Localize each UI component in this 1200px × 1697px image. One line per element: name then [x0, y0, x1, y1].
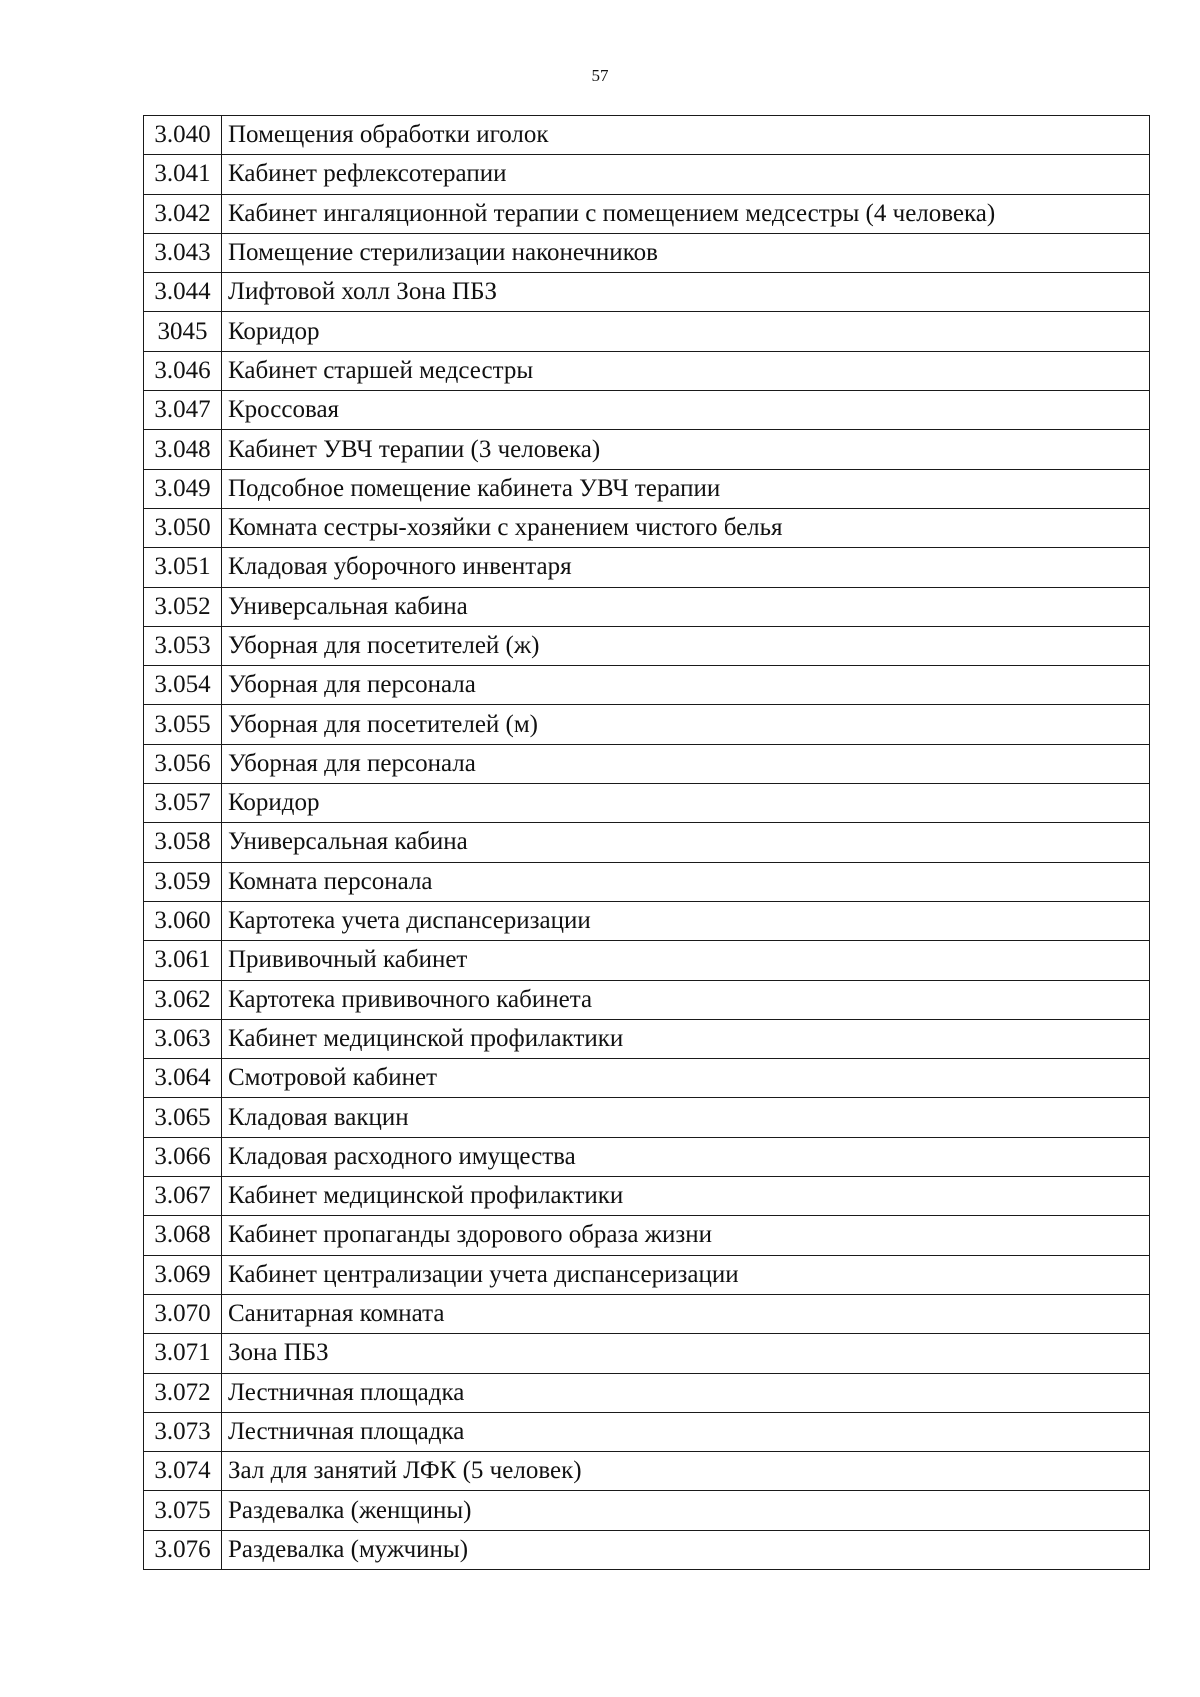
- room-name-cell: Зал для занятий ЛФК (5 человек): [222, 1452, 1150, 1491]
- room-code-cell: 3.043: [144, 233, 222, 272]
- table-row: [144, 1177, 1150, 1216]
- room-code-cell: 3.041: [144, 155, 222, 194]
- table-row: [144, 1530, 1150, 1569]
- room-code-cell: 3.074: [144, 1452, 222, 1491]
- table-row: [144, 351, 1150, 390]
- table-row: [144, 862, 1150, 901]
- room-code-cell: 3.049: [144, 469, 222, 508]
- room-code-cell: 3.072: [144, 1373, 222, 1412]
- room-code-cell: 3.075: [144, 1491, 222, 1530]
- room-code-cell: 3.067: [144, 1177, 222, 1216]
- room-name-cell: Уборная для посетителей (м): [222, 705, 1150, 744]
- table-row: [144, 548, 1150, 587]
- table-row: [144, 391, 1150, 430]
- room-name-cell: Универсальная кабина: [222, 587, 1150, 626]
- room-code-cell: 3.044: [144, 273, 222, 312]
- room-name-cell: Помещение стерилизации наконечников: [222, 233, 1150, 272]
- room-name-cell: Уборная для посетителей (ж): [222, 626, 1150, 665]
- room-name-cell: Универсальная кабина: [222, 823, 1150, 862]
- table-row: [144, 1216, 1150, 1255]
- room-name-cell: Кабинет ингаляционной терапии с помещением медсестры (4 человека): [222, 194, 1150, 233]
- room-name-cell: Уборная для персонала: [222, 744, 1150, 783]
- room-name-cell: Кабинет медицинской профилактики: [222, 1177, 1150, 1216]
- room-code-cell: 3.051: [144, 548, 222, 587]
- table-row: [144, 823, 1150, 862]
- table-row: [144, 744, 1150, 783]
- room-code-cell: 3.066: [144, 1137, 222, 1176]
- table-row: [144, 430, 1150, 469]
- room-name-cell: Лестничная площадка: [222, 1373, 1150, 1412]
- room-code-cell: 3.055: [144, 705, 222, 744]
- table-row: [144, 1452, 1150, 1491]
- table-row: [144, 469, 1150, 508]
- room-code-cell: 3.068: [144, 1216, 222, 1255]
- table-row: [144, 705, 1150, 744]
- table-row: [144, 155, 1150, 194]
- room-name-cell: Кладовая вакцин: [222, 1098, 1150, 1137]
- room-name-cell: Кабинет старшей медсестры: [222, 351, 1150, 390]
- room-name-cell: Кабинет медицинской профилактики: [222, 1019, 1150, 1058]
- room-name-cell: Санитарная комната: [222, 1294, 1150, 1333]
- table-row: [144, 1098, 1150, 1137]
- room-code-cell: 3.040: [144, 116, 222, 155]
- room-name-cell: Комната персонала: [222, 862, 1150, 901]
- room-name-cell: Кроссовая: [222, 391, 1150, 430]
- table-row: [144, 1059, 1150, 1098]
- table-row: [144, 233, 1150, 272]
- room-code-cell: 3.046: [144, 351, 222, 390]
- room-name-cell: Комната сестры-хозяйки с хранением чистого белья: [222, 508, 1150, 547]
- table-row: [144, 626, 1150, 665]
- room-code-cell: 3.047: [144, 391, 222, 430]
- table-row: [144, 901, 1150, 940]
- table-row: [144, 273, 1150, 312]
- room-code-cell: 3.062: [144, 980, 222, 1019]
- room-code-cell: 3.057: [144, 784, 222, 823]
- page-number: 57: [591, 66, 609, 85]
- table-row: [144, 312, 1150, 351]
- room-code-cell: 3045: [144, 312, 222, 351]
- room-code-cell: 3.061: [144, 941, 222, 980]
- room-code-cell: 3.059: [144, 862, 222, 901]
- table-row: [144, 508, 1150, 547]
- room-code-cell: 3.069: [144, 1255, 222, 1294]
- room-name-cell: Кабинет рефлексотерапии: [222, 155, 1150, 194]
- room-code-cell: 3.070: [144, 1294, 222, 1333]
- room-name-cell: Подсобное помещение кабинета УВЧ терапии: [222, 469, 1150, 508]
- room-name-cell: Лестничная площадка: [222, 1412, 1150, 1451]
- room-name-cell: Уборная для персонала: [222, 666, 1150, 705]
- room-name-cell: Коридор: [222, 312, 1150, 351]
- table-row: [144, 980, 1150, 1019]
- table-row: [144, 1294, 1150, 1333]
- table-row: [144, 1373, 1150, 1412]
- table-row: [144, 1334, 1150, 1373]
- room-code-cell: 3.050: [144, 508, 222, 547]
- room-code-cell: 3.064: [144, 1059, 222, 1098]
- room-name-cell: Лифтовой холл Зона ПБЗ: [222, 273, 1150, 312]
- room-name-cell: Кладовая уборочного инвентаря: [222, 548, 1150, 587]
- room-code-cell: 3.065: [144, 1098, 222, 1137]
- room-name-cell: Картотека учета диспансеризации: [222, 901, 1150, 940]
- room-code-cell: 3.042: [144, 194, 222, 233]
- table-row: [144, 1412, 1150, 1451]
- room-name-cell: Картотека прививочного кабинета: [222, 980, 1150, 1019]
- table-row: [144, 1491, 1150, 1530]
- room-name-cell: Кабинет централизации учета диспансеризации: [222, 1255, 1150, 1294]
- room-name-cell: Раздевалка (мужчины): [222, 1530, 1150, 1569]
- table-row: [144, 666, 1150, 705]
- room-name-cell: Коридор: [222, 784, 1150, 823]
- room-code-cell: 3.063: [144, 1019, 222, 1058]
- table-row: [144, 116, 1150, 155]
- room-name-cell: Кабинет пропаганды здорового образа жизни: [222, 1216, 1150, 1255]
- table-row: [144, 1137, 1150, 1176]
- rooms-table: [143, 115, 1150, 1570]
- room-name-cell: Раздевалка (женщины): [222, 1491, 1150, 1530]
- table-row: [144, 1019, 1150, 1058]
- table-row: [144, 784, 1150, 823]
- room-code-cell: 3.071: [144, 1334, 222, 1373]
- room-name-cell: Прививочный кабинет: [222, 941, 1150, 980]
- room-name-cell: Зона ПБЗ: [222, 1334, 1150, 1373]
- room-name-cell: Кладовая расходного имущества: [222, 1137, 1150, 1176]
- table-row: [144, 194, 1150, 233]
- room-code-cell: 3.052: [144, 587, 222, 626]
- table-row: [144, 941, 1150, 980]
- room-code-cell: 3.053: [144, 626, 222, 665]
- room-name-cell: Помещения обработки иголок: [222, 116, 1150, 155]
- table-row: [144, 1255, 1150, 1294]
- rooms-table-body: [144, 116, 1150, 1570]
- room-name-cell: Смотровой кабинет: [222, 1059, 1150, 1098]
- table-row: [144, 587, 1150, 626]
- room-code-cell: 3.048: [144, 430, 222, 469]
- room-name-cell: Кабинет УВЧ терапии (3 человека): [222, 430, 1150, 469]
- room-code-cell: 3.076: [144, 1530, 222, 1569]
- room-code-cell: 3.054: [144, 666, 222, 705]
- room-code-cell: 3.073: [144, 1412, 222, 1451]
- room-code-cell: 3.060: [144, 901, 222, 940]
- room-code-cell: 3.058: [144, 823, 222, 862]
- room-code-cell: 3.056: [144, 744, 222, 783]
